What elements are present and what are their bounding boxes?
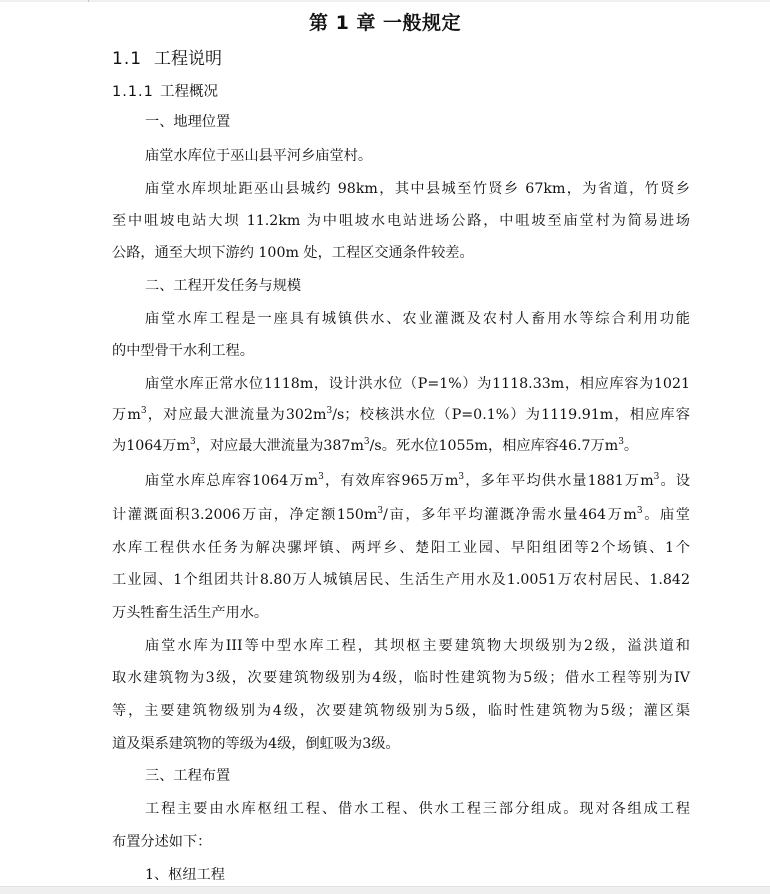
section-number: 1.1: [112, 49, 143, 69]
superscript: 3: [653, 472, 660, 482]
text-run: /s。死水位1055m，相应库容46.7万m: [369, 438, 619, 454]
text-run: 。: [623, 438, 639, 454]
chapter-title: 第 1 章 一般规定: [308, 12, 462, 34]
paragraph-line: 等，主要建筑物级别为4级，次要建筑物级别为5级，临时性建筑物为5级；灌区渠: [112, 703, 690, 719]
subsection-heading: [112, 80, 218, 101]
section-title: 工程说明: [154, 49, 222, 69]
section-heading: [112, 44, 222, 69]
paragraph-line: 工业园、1个组团共计8.80万人城镇居民、生活生产用水及1.0051万农村居民、1.842: [112, 572, 690, 588]
text-run: /s；校核洪水位（P=0.1%）为1119.91m，相应库容: [332, 407, 690, 423]
heading-location: 一、地理位置: [145, 114, 231, 130]
text-run: ，有效库容965万m: [323, 473, 459, 489]
superscript: 3: [363, 437, 370, 447]
superscript: 3: [377, 506, 384, 516]
ruler-tick: [88, 0, 89, 2]
paragraph-line: 万头牲畜生活生产用水。: [112, 605, 269, 621]
text-run: 。庙堂: [642, 507, 690, 523]
bottom-scroll-area: [0, 886, 770, 894]
paragraph-line: 庙堂水库位于巫山县平河乡庙堂村。: [145, 148, 373, 164]
paragraph-line: [112, 506, 690, 524]
text-run: 计灌溉面积3.2006万亩，净定额150m: [112, 507, 378, 523]
text-run: 。设: [659, 473, 690, 489]
superscript: 3: [326, 406, 333, 416]
paragraph-line: [112, 437, 690, 455]
superscript: 3: [140, 406, 147, 416]
subsection-number: 1.1.1: [112, 84, 154, 100]
paragraph-line: 庙堂水库坝址距巫山县城约 98km，其中县城至竹贤乡 67km，为省道，竹贤乡: [145, 181, 690, 197]
paragraph-line: 道及渠系建筑物的等级为4级，倒虹吸为3级。: [112, 736, 400, 752]
top-ruler: [0, 0, 770, 2]
superscript: 3: [458, 472, 465, 482]
superscript: 3: [618, 437, 624, 447]
paragraph-line: 庙堂水库工程是一座具有城镇供水、农业灌溉及农村人畜用水等综合利用功能: [145, 311, 690, 327]
paragraph-line: [112, 406, 690, 424]
heading-task-scale: 二、工程开发任务与规模: [145, 278, 302, 294]
heading-layout: 三、工程布置: [145, 768, 231, 784]
paragraph-line: 布置分述如下：: [112, 834, 212, 850]
text-run: ，多年平均供水量1881万m: [464, 473, 654, 489]
text-run: 庙堂水库总库容1064万m: [145, 473, 319, 489]
paragraph-line: 水库工程供水任务为解决骡坪镇、两坪乡、楚阳工业园、早阳组团等2个场镇、1个: [112, 540, 690, 556]
paragraph-line: 工程主要由水库枢纽工程、借水工程、供水工程三部分组成。现对各组成工程: [145, 801, 690, 817]
paragraph-line: 的中型骨干水利工程。: [112, 343, 254, 359]
paragraph-line: 庙堂水库为III等中型水库工程，其坝枢主要建筑物大坝级别为2级，溢洪道和: [145, 638, 690, 654]
text-run: ，对应最大泄流量为387m: [195, 438, 364, 454]
superscript: 3: [318, 472, 324, 482]
text-run: /亩，多年平均灌溉净需水量464万m: [383, 507, 637, 523]
paragraph-line: 取水建筑物为3级，次要建筑物级别为4级，临时性建筑物为5级；借水工程等别为IV: [112, 670, 690, 686]
subsection-title: 工程概况: [160, 84, 218, 100]
paragraph-line: 至中咀坡电站大坝 11.2km 为中咀坡水电站进场公路，中咀坡至庙堂村为简易进场: [112, 213, 690, 229]
paragraph-line: [145, 472, 690, 490]
superscript: 3: [636, 506, 643, 516]
text-run: 为1064万m: [112, 438, 190, 454]
text-run: 万m: [112, 407, 141, 423]
paragraph-line: 庙堂水库正常水位1118m，设计洪水位（P=1%）为1118.33m，相应库容为1021: [145, 376, 690, 392]
superscript: 3: [189, 437, 196, 447]
paragraph-line: 公路，通至大坝下游约 100m 处，工程区交通条件较差。: [112, 245, 474, 261]
text-run: ，对应最大泄流量为302m: [146, 407, 327, 423]
heading-hub-project: 1、枢纽工程: [145, 867, 225, 883]
